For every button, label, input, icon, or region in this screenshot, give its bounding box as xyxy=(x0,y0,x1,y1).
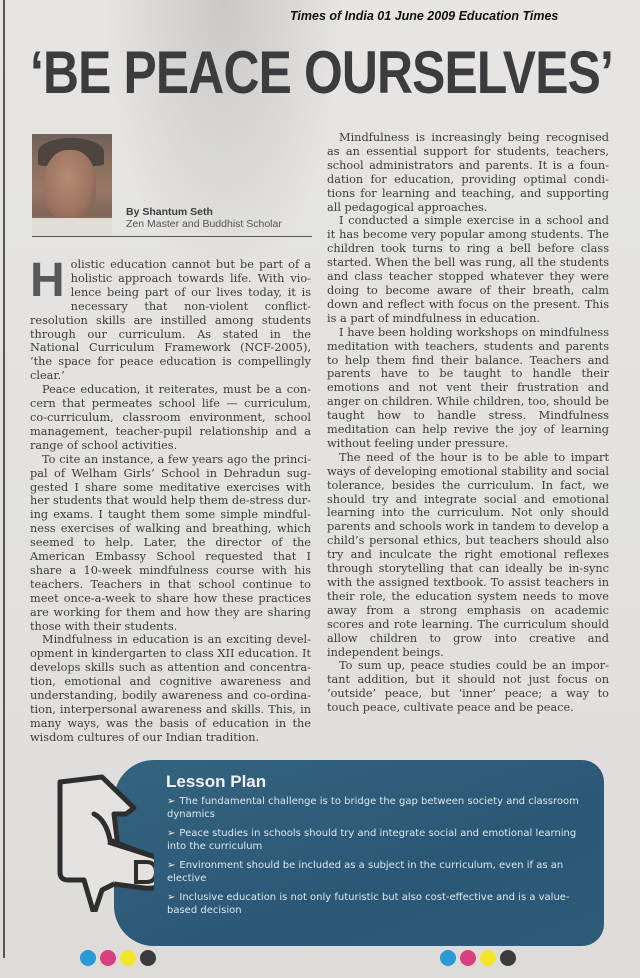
byline-name: By Shantum Seth xyxy=(126,206,213,218)
registration-dot-cyan xyxy=(80,950,96,966)
byline-divider xyxy=(32,236,312,237)
lesson-plan-item xyxy=(167,828,587,853)
lesson-item-text: Peace studies in schools should try and integrate social and emotional learning into the curriculum xyxy=(167,828,577,852)
lesson-item-text: Environment should be included as a subject in the curriculum, even if as an elective xyxy=(167,860,564,884)
lesson-plan-title: Lesson Plan xyxy=(166,772,267,791)
lesson-plan-item xyxy=(167,796,587,821)
source-caption: Times of India 01 June 2009 Education Times xyxy=(290,9,559,23)
arrow-bullet-icon: ➢ xyxy=(167,892,176,903)
arrow-bullet-icon: ➢ xyxy=(167,828,176,839)
arrow-bullet-icon: ➢ xyxy=(167,796,176,807)
registration-dot-black xyxy=(140,950,156,966)
lesson-plan-item xyxy=(167,860,587,885)
article-paragraph xyxy=(30,254,311,383)
registration-dot-cyan xyxy=(440,950,456,966)
registration-dot-black xyxy=(500,950,516,966)
lesson-item-text: Inclusive education is not only futuristic but also cost-effective and is a value-based decision xyxy=(167,892,570,916)
registration-dot-magenta xyxy=(100,950,116,966)
photo-shirt xyxy=(32,218,112,236)
lesson-item-text: The fundamental challenge is to bridge the gap between society and classroom dynamics xyxy=(167,796,579,820)
registration-marks-left xyxy=(80,950,156,966)
lesson-plan-item xyxy=(167,892,587,917)
lesson-plan-box xyxy=(114,760,604,946)
paragraph-text: olistic education cannot but be part of a holistic approach towards life. With violence being part of our lives today, it is necessary that non-violent conflict-resolution skills are instilled among students through our curriculum. As stated in the National Curriculum Framework (NCF-2005), ‘the space for peace education is compellingly clear.’ xyxy=(30,258,311,383)
headline: ‘BE PEACE OURSELVES’ xyxy=(30,39,613,106)
registration-dot-yellow xyxy=(480,950,496,966)
arrow-bullet-icon: ➢ xyxy=(167,860,176,871)
article-paragraph: Mindfulness is increasingly being recognised as an essential support for students, teachers, school administrators and parents. It is a foundation for education, providing optimal conditions for learning and teaching, and supporting all pedagogical approaches. xyxy=(327,131,609,214)
registration-marks-right xyxy=(440,950,516,966)
article-paragraph: Mindfulness in education is an exciting development in kindergarten to class XII education. It develops skills such as attention and concentration, emotional and cognitive awareness and understanding, bodily awareness and co-ordination, interpersonal awareness and skills. This, in many ways, was the basis of education in the wisdom cultures of our Indian tradition. xyxy=(30,633,311,744)
article-paragraph: To cite an instance, a few years ago the principal of Welham Girls’ School in Dehradun suggested I share some meditative exercises with her students that would help them de-stress during exams. I taught them some simple mindfulness exercises of walking and breathing, which seemed to help. Later, the director of the American Embassy School requested that I share a 10-week mindfulness course with his teachers. Teachers in that school continue to meet once-a-week to share how these practices are working for them and how they are sharing those with their students. xyxy=(30,452,311,633)
registration-dot-magenta xyxy=(460,950,476,966)
article-column-right xyxy=(327,131,609,715)
article-paragraph: I conducted a simple exercise in a school and it has become very popular among students. The children took turns to ring a bell before class started. When the bell was rung, all the students and class teacher stopped whatever they were doing to become aware of their breath, calm down and reflect with focus on the present. This is a part of mindfulness in education. xyxy=(327,214,609,325)
article-paragraph: The need of the hour is to be able to impart ways of developing emotional stability and social tolerance, besides the curriculum. In fact, we should try and integrate social and emotional learning into the curriculum. Not only should parents and schools work in tandem to develop a child’s personal ethics, but teachers should also try and inculcate the right emotional reflexes through storytelling that can ideally be in-sync with the assigned textbook. To assist teachers in their role, the education system needs to move away from a strong emphasis on academic scores and rote learning. The curriculum should allow children to grow into creative and independent beings. xyxy=(327,450,609,659)
drop-cap: H xyxy=(30,254,65,307)
byline-role: Zen Master and Buddhist Scholar xyxy=(126,218,282,230)
photo-face xyxy=(44,150,96,220)
lesson-plan-list xyxy=(167,796,587,924)
registration-dot-yellow xyxy=(120,950,136,966)
article-paragraph: To sum up, peace studies could be an important addition, but it should not just focus on ‘outside’ peace, but ‘inner’ peace; a way to touch peace, cultivate peace and be peace. xyxy=(327,659,609,715)
pointing-hand-icon xyxy=(24,762,154,912)
author-photo xyxy=(32,134,112,236)
article-column-left xyxy=(30,254,311,745)
column-rule xyxy=(3,0,5,958)
article-paragraph: Peace education, it reiterates, must be a concern that permeates school life — curriculum, co-curriculum, classroom environment, school management, teacher-pupil relationship and a range of school activities. xyxy=(30,383,311,452)
article-paragraph: I have been holding workshops on mindfulness meditation with teachers, students and parents to help them find their balance. Teachers and parents have to be taught to handle their emotions and not vent their frustration and anger on children. While children, too, should be taught how to handle stress. Mindfulness meditation can help revive the joy of learning without feeling under pressure. xyxy=(327,325,609,450)
